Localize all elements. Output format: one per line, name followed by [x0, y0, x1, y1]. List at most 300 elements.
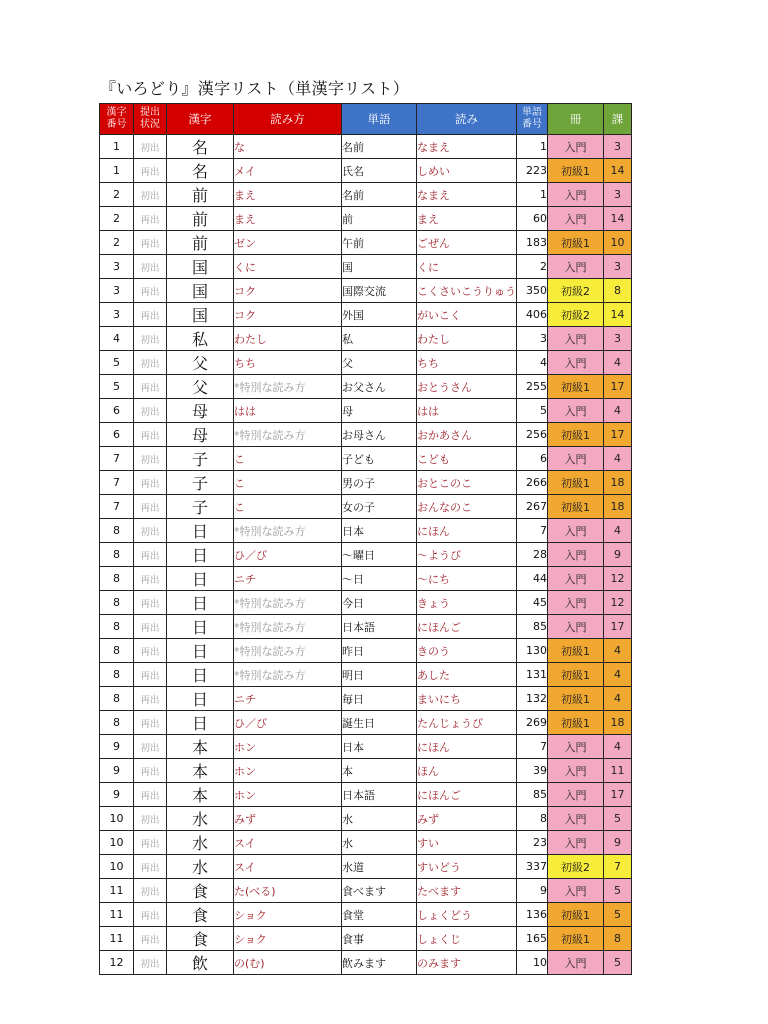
table-row — [100, 399, 632, 423]
status-cell: 初出 — [134, 399, 167, 423]
word-cell: 食べます — [342, 879, 417, 903]
status-cell: 初出 — [134, 519, 167, 543]
word-cell: 日本語 — [342, 615, 417, 639]
reading-cell: *特別な読み方 — [234, 519, 342, 543]
kanji-number-cell: 9 — [100, 735, 134, 759]
kanji-cell: 飲 — [167, 951, 234, 975]
book-cell: 入門 — [548, 807, 604, 831]
reading-cell: ホン — [234, 783, 342, 807]
word-number-cell: 136 — [517, 903, 548, 927]
header-lesson-label: 課 — [611, 112, 624, 126]
word-number-cell: 44 — [517, 567, 548, 591]
word-reading-cell: なまえ — [417, 135, 517, 159]
kanji-cell: 水 — [167, 855, 234, 879]
book-cell: 入門 — [548, 543, 604, 567]
word-number-cell: 1 — [517, 135, 548, 159]
status-cell: 再出 — [134, 471, 167, 495]
word-number-cell: 60 — [517, 207, 548, 231]
header-word-reading-label: 読み — [455, 112, 478, 126]
reading-cell: *特別な読み方 — [234, 591, 342, 615]
kanji-cell: 日 — [167, 711, 234, 735]
word-cell: 子ども — [342, 447, 417, 471]
word-cell: 男の子 — [342, 471, 417, 495]
reading-cell: コク — [234, 279, 342, 303]
lesson-cell: 14 — [604, 207, 632, 231]
page-title: 『いろどり』漢字リスト（単漢字リスト） — [100, 79, 410, 98]
word-number-cell: 130 — [517, 639, 548, 663]
book-cell: 入門 — [548, 591, 604, 615]
word-cell: ～曜日 — [342, 543, 417, 567]
table-row — [100, 879, 632, 903]
book-cell: 入門 — [548, 327, 604, 351]
book-cell: 入門 — [548, 951, 604, 975]
kanji-cell: 水 — [167, 831, 234, 855]
header-word-reading — [417, 104, 517, 135]
lesson-cell: 12 — [604, 591, 632, 615]
header-word-number — [517, 104, 548, 135]
status-cell: 再出 — [134, 855, 167, 879]
kanji-cell: 名 — [167, 135, 234, 159]
word-reading-cell: ～ようび — [417, 543, 517, 567]
book-cell: 初級1 — [548, 159, 604, 183]
book-cell: 初級1 — [548, 687, 604, 711]
status-cell: 再出 — [134, 639, 167, 663]
book-cell: 入門 — [548, 255, 604, 279]
kanji-cell: 前 — [167, 231, 234, 255]
status-cell: 再出 — [134, 687, 167, 711]
word-number-cell: 131 — [517, 663, 548, 687]
kanji-number-cell: 5 — [100, 375, 134, 399]
reading-cell: ひ／び — [234, 543, 342, 567]
word-reading-cell: すいどう — [417, 855, 517, 879]
kanji-number-cell: 8 — [100, 567, 134, 591]
lesson-cell: 18 — [604, 711, 632, 735]
word-number-cell: 5 — [517, 399, 548, 423]
word-number-cell: 337 — [517, 855, 548, 879]
reading-cell: *特別な読み方 — [234, 375, 342, 399]
word-number-cell: 406 — [517, 303, 548, 327]
status-cell: 初出 — [134, 951, 167, 975]
kanji-number-cell: 8 — [100, 639, 134, 663]
lesson-cell: 4 — [604, 399, 632, 423]
status-cell: 再出 — [134, 591, 167, 615]
lesson-cell: 5 — [604, 879, 632, 903]
word-reading-cell: ごぜん — [417, 231, 517, 255]
kanji-number-cell: 8 — [100, 711, 134, 735]
word-number-cell: 269 — [517, 711, 548, 735]
table-row — [100, 567, 632, 591]
table-row — [100, 855, 632, 879]
reading-cell: ショク — [234, 927, 342, 951]
status-cell: 初出 — [134, 879, 167, 903]
table-row — [100, 375, 632, 399]
lesson-cell: 4 — [604, 519, 632, 543]
status-cell: 再出 — [134, 927, 167, 951]
word-cell: 食堂 — [342, 903, 417, 927]
reading-cell: まえ — [234, 207, 342, 231]
kanji-number-cell: 10 — [100, 855, 134, 879]
word-reading-cell: ちち — [417, 351, 517, 375]
table-row — [100, 519, 632, 543]
kanji-number-cell: 7 — [100, 495, 134, 519]
kanji-number-cell: 11 — [100, 879, 134, 903]
word-reading-cell: すい — [417, 831, 517, 855]
table-row — [100, 135, 632, 159]
word-cell: 本 — [342, 759, 417, 783]
reading-cell: コク — [234, 303, 342, 327]
table-row — [100, 495, 632, 519]
kanji-cell: 母 — [167, 399, 234, 423]
lesson-cell: 8 — [604, 927, 632, 951]
kanji-cell: 名 — [167, 159, 234, 183]
status-cell: 初出 — [134, 351, 167, 375]
header-kanji-number — [100, 104, 134, 135]
table-row — [100, 159, 632, 183]
kanji-cell: 子 — [167, 447, 234, 471]
word-reading-cell: あした — [417, 663, 517, 687]
word-number-cell: 132 — [517, 687, 548, 711]
reading-cell: ホン — [234, 735, 342, 759]
word-reading-cell: おんなのこ — [417, 495, 517, 519]
lesson-cell: 3 — [604, 255, 632, 279]
word-cell: 前 — [342, 207, 417, 231]
lesson-cell: 5 — [604, 807, 632, 831]
table-row — [100, 207, 632, 231]
status-cell: 再出 — [134, 159, 167, 183]
reading-cell: わたし — [234, 327, 342, 351]
status-cell: 再出 — [134, 663, 167, 687]
kanji-cell: 食 — [167, 879, 234, 903]
table-row — [100, 711, 632, 735]
word-reading-cell: ～にち — [417, 567, 517, 591]
kanji-cell: 母 — [167, 423, 234, 447]
kanji-cell: 前 — [167, 207, 234, 231]
header-reading-label: 読み方 — [270, 112, 305, 126]
status-cell: 再出 — [134, 207, 167, 231]
word-cell: 日本 — [342, 519, 417, 543]
word-number-cell: 2 — [517, 255, 548, 279]
book-cell: 初級1 — [548, 375, 604, 399]
table-row — [100, 759, 632, 783]
kanji-cell: 本 — [167, 783, 234, 807]
book-cell: 入門 — [548, 615, 604, 639]
lesson-cell: 11 — [604, 759, 632, 783]
header-kanji-label: 漢字 — [188, 112, 212, 126]
reading-cell: *特別な読み方 — [234, 639, 342, 663]
lesson-cell: 17 — [604, 375, 632, 399]
word-number-cell: 256 — [517, 423, 548, 447]
word-cell: ～日 — [342, 567, 417, 591]
kanji-number-cell: 1 — [100, 159, 134, 183]
book-cell: 入門 — [548, 735, 604, 759]
word-reading-cell: たべます — [417, 879, 517, 903]
word-number-cell: 3 — [517, 327, 548, 351]
header-kanji — [167, 104, 234, 135]
kanji-cell: 子 — [167, 471, 234, 495]
reading-cell: くに — [234, 255, 342, 279]
status-cell: 再出 — [134, 303, 167, 327]
kanji-number-cell: 10 — [100, 807, 134, 831]
reading-cell: こ — [234, 471, 342, 495]
word-reading-cell: みず — [417, 807, 517, 831]
status-cell: 再出 — [134, 231, 167, 255]
table-row — [100, 663, 632, 687]
kanji-cell: 国 — [167, 303, 234, 327]
word-number-cell: 223 — [517, 159, 548, 183]
word-reading-cell: たんじょうび — [417, 711, 517, 735]
kanji-cell: 日 — [167, 687, 234, 711]
word-number-cell: 7 — [517, 519, 548, 543]
word-cell: 誕生日 — [342, 711, 417, 735]
word-reading-cell: まいにち — [417, 687, 517, 711]
word-reading-cell: にほんご — [417, 615, 517, 639]
status-cell: 再出 — [134, 375, 167, 399]
table-row — [100, 687, 632, 711]
kanji-number-cell: 2 — [100, 183, 134, 207]
status-cell: 再出 — [134, 567, 167, 591]
status-cell: 再出 — [134, 903, 167, 927]
word-cell: 水 — [342, 831, 417, 855]
kanji-number-cell: 3 — [100, 303, 134, 327]
status-cell: 再出 — [134, 783, 167, 807]
status-cell: 再出 — [134, 831, 167, 855]
kanji-number-cell: 7 — [100, 471, 134, 495]
kanji-cell: 水 — [167, 807, 234, 831]
kanji-number-cell: 9 — [100, 783, 134, 807]
lesson-cell: 12 — [604, 567, 632, 591]
status-cell: 再出 — [134, 495, 167, 519]
book-cell: 初級1 — [548, 231, 604, 255]
status-cell: 初出 — [134, 255, 167, 279]
word-cell: 水 — [342, 807, 417, 831]
lesson-cell: 3 — [604, 327, 632, 351]
word-cell: 名前 — [342, 183, 417, 207]
lesson-cell: 4 — [604, 663, 632, 687]
reading-cell: こ — [234, 447, 342, 471]
reading-cell: *特別な読み方 — [234, 663, 342, 687]
header-row — [100, 104, 632, 135]
kanji-number-cell: 9 — [100, 759, 134, 783]
reading-cell: スイ — [234, 831, 342, 855]
lesson-cell: 4 — [604, 687, 632, 711]
word-number-cell: 39 — [517, 759, 548, 783]
reading-cell: *特別な読み方 — [234, 423, 342, 447]
table-row — [100, 735, 632, 759]
word-reading-cell: にほん — [417, 735, 517, 759]
word-cell: 名前 — [342, 135, 417, 159]
word-number-cell: 165 — [517, 927, 548, 951]
book-cell: 初級2 — [548, 303, 604, 327]
table-row — [100, 639, 632, 663]
kanji-number-cell: 4 — [100, 327, 134, 351]
word-number-cell: 28 — [517, 543, 548, 567]
kanji-cell: 本 — [167, 759, 234, 783]
table-row — [100, 927, 632, 951]
reading-cell: はは — [234, 399, 342, 423]
word-cell: 日本 — [342, 735, 417, 759]
lesson-cell: 18 — [604, 495, 632, 519]
kanji-number-cell: 2 — [100, 207, 134, 231]
status-cell: 初出 — [134, 447, 167, 471]
status-cell: 再出 — [134, 711, 167, 735]
status-cell: 再出 — [134, 759, 167, 783]
kanji-cell: 国 — [167, 255, 234, 279]
reading-cell: た(べる) — [234, 879, 342, 903]
header-word — [342, 104, 417, 135]
word-cell: 私 — [342, 327, 417, 351]
word-cell: お父さん — [342, 375, 417, 399]
word-number-cell: 183 — [517, 231, 548, 255]
reading-cell: ゼン — [234, 231, 342, 255]
table-row — [100, 807, 632, 831]
word-reading-cell: のみます — [417, 951, 517, 975]
kanji-cell: 食 — [167, 927, 234, 951]
kanji-cell: 日 — [167, 639, 234, 663]
word-number-cell: 6 — [517, 447, 548, 471]
word-cell: 女の子 — [342, 495, 417, 519]
word-number-cell: 7 — [517, 735, 548, 759]
reading-cell: ひ／び — [234, 711, 342, 735]
reading-cell: ニチ — [234, 687, 342, 711]
lesson-cell: 9 — [604, 543, 632, 567]
book-cell: 入門 — [548, 183, 604, 207]
book-cell: 入門 — [548, 879, 604, 903]
status-cell: 再出 — [134, 615, 167, 639]
table-row — [100, 543, 632, 567]
book-cell: 入門 — [548, 135, 604, 159]
book-cell: 入門 — [548, 399, 604, 423]
table-row — [100, 255, 632, 279]
kanji-cell: 本 — [167, 735, 234, 759]
word-cell: 母 — [342, 399, 417, 423]
kanji-number-cell: 6 — [100, 423, 134, 447]
book-cell: 入門 — [548, 447, 604, 471]
reading-cell: まえ — [234, 183, 342, 207]
lesson-cell: 5 — [604, 903, 632, 927]
word-reading-cell: にほん — [417, 519, 517, 543]
table-row — [100, 615, 632, 639]
word-number-cell: 1 — [517, 183, 548, 207]
word-cell: 父 — [342, 351, 417, 375]
word-number-cell: 8 — [517, 807, 548, 831]
book-cell: 初級1 — [548, 495, 604, 519]
word-reading-cell: おかあさん — [417, 423, 517, 447]
table-row — [100, 351, 632, 375]
word-number-cell: 4 — [517, 351, 548, 375]
status-cell: 初出 — [134, 735, 167, 759]
kanji-number-cell: 1 — [100, 135, 134, 159]
word-cell: 氏名 — [342, 159, 417, 183]
word-reading-cell: おとこのこ — [417, 471, 517, 495]
word-reading-cell: しめい — [417, 159, 517, 183]
table-row — [100, 903, 632, 927]
lesson-cell: 4 — [604, 735, 632, 759]
word-number-cell: 9 — [517, 879, 548, 903]
header-lesson — [604, 104, 632, 135]
kanji-number-cell: 3 — [100, 255, 134, 279]
word-reading-cell: なまえ — [417, 183, 517, 207]
word-reading-cell: ほん — [417, 759, 517, 783]
kanji-cell: 食 — [167, 903, 234, 927]
lesson-cell: 14 — [604, 303, 632, 327]
word-reading-cell: まえ — [417, 207, 517, 231]
book-cell: 入門 — [548, 519, 604, 543]
book-cell: 初級2 — [548, 279, 604, 303]
word-number-cell: 266 — [517, 471, 548, 495]
kanji-number-cell: 8 — [100, 591, 134, 615]
lesson-cell: 18 — [604, 471, 632, 495]
word-cell: 午前 — [342, 231, 417, 255]
table-row — [100, 303, 632, 327]
word-number-cell: 85 — [517, 783, 548, 807]
lesson-cell: 3 — [604, 135, 632, 159]
lesson-cell: 7 — [604, 855, 632, 879]
kanji-cell: 日 — [167, 543, 234, 567]
reading-cell: ニチ — [234, 567, 342, 591]
kanji-cell: 日 — [167, 567, 234, 591]
kanji-list-table — [99, 103, 632, 975]
word-cell: 外国 — [342, 303, 417, 327]
word-cell: 飲みます — [342, 951, 417, 975]
table-row — [100, 591, 632, 615]
lesson-cell: 3 — [604, 183, 632, 207]
word-reading-cell: おとうさん — [417, 375, 517, 399]
word-number-cell: 10 — [517, 951, 548, 975]
kanji-number-cell: 11 — [100, 927, 134, 951]
word-cell: 昨日 — [342, 639, 417, 663]
kanji-cell: 日 — [167, 519, 234, 543]
lesson-cell: 10 — [604, 231, 632, 255]
kanji-cell: 前 — [167, 183, 234, 207]
status-cell: 再出 — [134, 279, 167, 303]
kanji-number-cell: 10 — [100, 831, 134, 855]
header-word-number-label: 単語 番号 — [522, 107, 542, 130]
book-cell: 入門 — [548, 759, 604, 783]
word-cell: 今日 — [342, 591, 417, 615]
kanji-number-cell: 12 — [100, 951, 134, 975]
table-row — [100, 423, 632, 447]
table-row — [100, 231, 632, 255]
lesson-cell: 4 — [604, 639, 632, 663]
table-body — [100, 135, 632, 975]
table-row — [100, 327, 632, 351]
lesson-cell: 17 — [604, 783, 632, 807]
header-status-label: 提出 状況 — [140, 107, 160, 130]
kanji-cell: 日 — [167, 663, 234, 687]
book-cell: 初級1 — [548, 639, 604, 663]
lesson-cell: 5 — [604, 951, 632, 975]
word-cell: 明日 — [342, 663, 417, 687]
word-reading-cell: こくさいこうりゅう — [417, 279, 517, 303]
header-reading — [234, 104, 342, 135]
kanji-number-cell: 5 — [100, 351, 134, 375]
word-reading-cell: くに — [417, 255, 517, 279]
kanji-number-cell: 8 — [100, 519, 134, 543]
kanji-number-cell: 8 — [100, 543, 134, 567]
book-cell: 初級1 — [548, 927, 604, 951]
status-cell: 再出 — [134, 543, 167, 567]
kanji-cell: 父 — [167, 351, 234, 375]
reading-cell: スイ — [234, 855, 342, 879]
book-cell: 入門 — [548, 351, 604, 375]
word-reading-cell: しょくじ — [417, 927, 517, 951]
reading-cell: ちち — [234, 351, 342, 375]
reading-cell: の(む) — [234, 951, 342, 975]
reading-cell: な — [234, 135, 342, 159]
book-cell: 初級1 — [548, 711, 604, 735]
word-number-cell: 23 — [517, 831, 548, 855]
kanji-number-cell: 8 — [100, 687, 134, 711]
